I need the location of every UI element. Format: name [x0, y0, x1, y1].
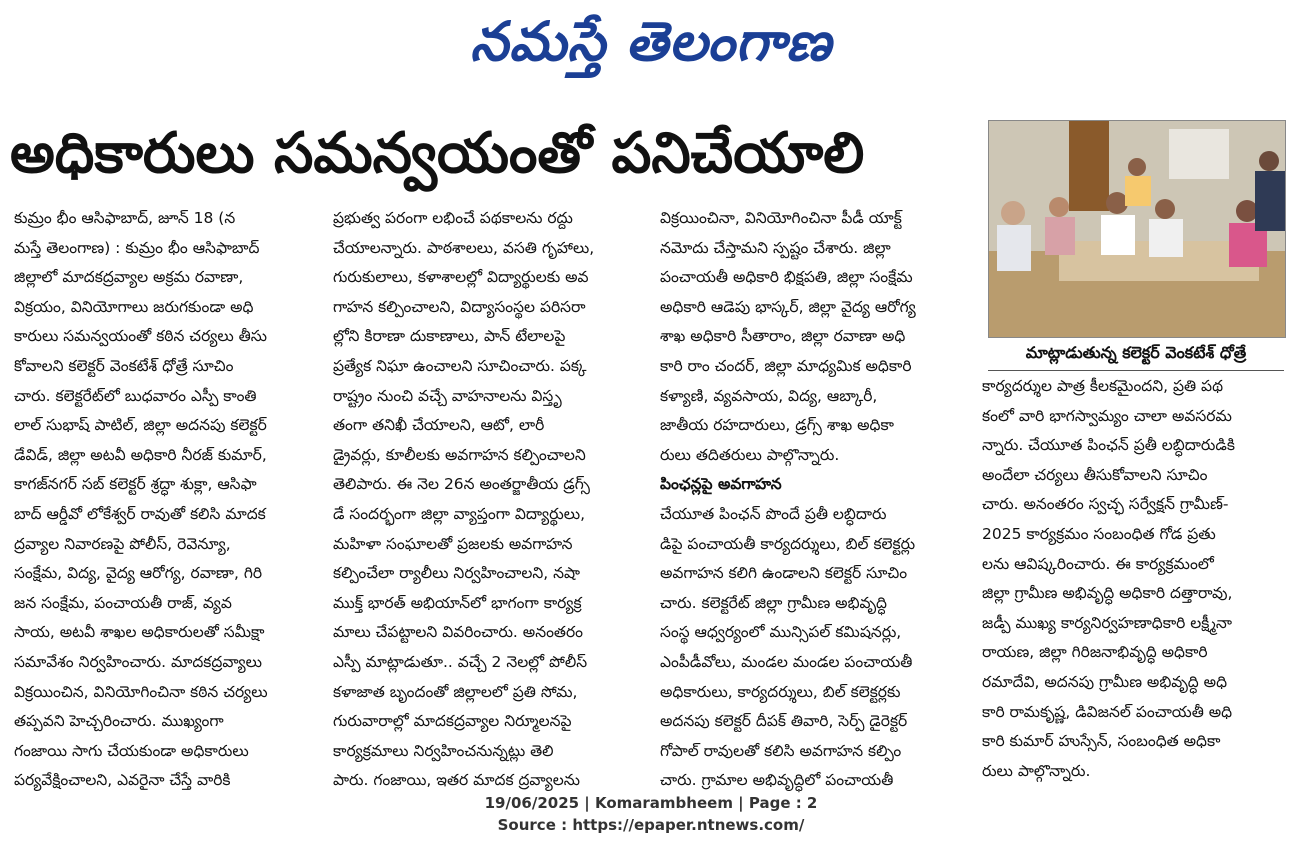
text-line: సమావేశం నిర్వహించారు. మాదకద్రవ్యాలు [14, 652, 263, 671]
text-line: కార్యదర్శుల పాత్ర కీలకమైందని, ప్రతి పథ [982, 377, 1224, 395]
text-line: కాగజ్‌నగర్ సబ్ కలెక్టర్ శ్రద్ధా శుక్లా, ఆసిఫా [14, 475, 257, 494]
headline: అధికారులు సమన్వయంతో పనిచేయాలి [10, 121, 865, 186]
text-line: ప్రభుత్వ పరంగా లభించే పథకాలను రద్దు [333, 209, 573, 227]
text-line: బాద్ ఆర్డీవో లోకేశ్వర్ రావుతో కలిసి మాదక [14, 504, 266, 523]
article-column-1 [14, 204, 314, 790]
text-line: గురుకులాలు, కళాశాలల్లో విద్యార్థులకు అవ [333, 268, 589, 287]
text-line: రాయణ, జిల్లా గిరిజనాభివృద్ధి అధికారి [982, 643, 1208, 662]
text-line: డిపై పంచాయతీ కార్యదర్శులు, బిల్ కలెక్టర్లు [660, 534, 916, 553]
text-line: సాయ, అటవీ శాఖల అధికారులతో సమీక్షా [14, 623, 265, 642]
text-line: శాఖ అధికారి సీతారాం, జిల్లా రవాణా అధి [660, 327, 906, 346]
text-line: కారులు సమన్వయంతో కఠిన చర్యలు తీసు [14, 327, 268, 346]
text-line: రాష్ట్రం నుంచి వచ్చే వాహనాలను విస్తృ [333, 386, 562, 405]
masthead-logo: నమస్తే తెలంగాణ [470, 9, 832, 73]
text-line: కుమ్రం భీం ఆసిఫాబాద్, జూన్ 18 (న [14, 209, 236, 227]
text-line: లను ఆవిష్కరించారు. ఈ కార్యక్రమంలో [982, 554, 1214, 573]
text-line: డ్రైవర్లు, కూలీలకు అవగాహన కల్పించాలని [333, 445, 586, 464]
text-line: కారి రామకృష్ణ, డివిజనల్ పంచాయతీ అధి [982, 702, 1233, 721]
meeting-photo-illustration [989, 121, 1285, 337]
text-line: విక్రయించిన, వినియోగించినా కఠిన చర్యలు [14, 682, 268, 701]
text-line: జిల్లాలో మాదకద్రవ్యాల అక్రమ రవాణా, [14, 268, 244, 287]
text-line: ఎంపీడీవోలు, మండల మండల పంచాయతీ [660, 652, 913, 671]
text-line: రమాదేవి, అదనపు గ్రామీణ అభివృద్ధి అధి [982, 672, 1228, 691]
text-line: ద్రవ్యాల నివారణపై పోలీస్, రెవెన్యూ, [14, 534, 231, 553]
text-line: న్నారు. చేయూత పింఛన్ ప్రతీ లబ్ధిదారుడికి [982, 436, 1235, 455]
text-line: గంజాయి సాగు చేయకుండా అధికారులు [14, 741, 249, 760]
text-line: పంచాయతీ అధికారి భిక్షపతి, జిల్లా సంక్షేమ [660, 268, 913, 287]
text-line: చారు. గ్రామాల అభివృద్ధిలో పంచాయతీ [660, 771, 894, 790]
text-line: డేవిడ్, జిల్లా అటవీ అధికారి నీరజ్ కుమార్, [14, 445, 267, 464]
text-line: పర్యవేక్షించాలని, ఎవరైనా చేస్తే వారికి [14, 771, 231, 790]
text-line: జన సంక్షేమ, పంచాయతీ రాజ్, వ్యవ [14, 593, 232, 612]
text-line: చేయూత పింఛన్ పొందే ప్రతీ లబ్ధిదారు [660, 504, 887, 523]
text-line: విక్రయం, వినియోగాలు జరుగకుండా అధి [14, 297, 254, 316]
footer-date-page: 19/06/2025 | Komarambheem | Page : 2 [484, 794, 818, 812]
text-line: తప్పవని హెచ్చరించారు. ముఖ్యంగా [14, 712, 224, 731]
text-line: కంలో వారి భాగస్వామ్యం చాలా అవసరమ [982, 406, 1232, 425]
text-line: విక్రయించినా, వినియోగించినా పీడీ యాక్ట్ [660, 209, 902, 227]
text-line: కారి రాం చందర్, జిల్లా మాధ్యమిక అధికారి [660, 356, 912, 375]
text-line: మాలు చేపట్టాలని వివరించారు. అనంతరం [333, 623, 584, 642]
text-line: మస్తే తెలంగాణ) : కుమ్రం భీం ఆసిఫాబాద్ [14, 238, 260, 257]
text-line: పారు. గంజాయి, ఇతర మాదక ద్రవ్యాలను [333, 771, 580, 790]
text-line: చారు. కలెక్టరేట్‌లో బుధవారం ఎస్పీ కాంతి [14, 386, 257, 405]
text-line: ల్లోని కిరాణా దుకాణాలు, పాన్ టేలాలపై [333, 327, 566, 346]
text-line: తంగా తనిఖీ చేయాలని, ఆటో, లారీ [333, 416, 545, 435]
text-line: రులు పాల్గొన్నారు. [982, 761, 1091, 780]
text-line: జాతీయ రహదారులు, డ్రగ్స్ శాఖ అధికా [660, 416, 894, 435]
text-line: అధికారి ఆడెపు భాస్కర్, జిల్లా వైద్య ఆరోగ్య [660, 297, 916, 316]
text-line: సంస్థ ఆధ్వర్యంలో మున్సిపల్ కమిషనర్లు, [660, 623, 902, 642]
text-line: గురువారాల్లో మాదకద్రవ్యాల నిర్మూలనపై [333, 712, 572, 731]
article-column-2 [333, 204, 641, 790]
footer-source: Source : https://epaper.ntnews.com/ [497, 816, 805, 834]
text-line: సంక్షేమ, విద్య, వైద్య ఆరోగ్య, రవాణా, గిరి [14, 564, 263, 583]
text-line: నమోదు చేస్తామని స్పష్టం చేశారు. జిల్లా [660, 238, 891, 257]
text-line: కళాజాత బృందంతో జిల్లాలలో ప్రతి సోమ, [333, 682, 578, 701]
photo-caption: మాట్లాడుతున్న కలెక్టర్ వెంకటేశ్ ధోత్రే [988, 336, 1284, 371]
text-line: చేయాలన్నారు. పాఠశాలలు, వసతి గృహాలు, [333, 238, 595, 257]
text-line: లాల్ సుభాష్ పాటిల్, జిల్లా అదనపు కలెక్టర్ [14, 416, 267, 435]
text-line: 2025 కార్యక్రమం సంబంధిత గోడ ప్రతు [982, 524, 1216, 543]
text-line: ముక్త్ భారత్ అభియాన్‌లో భాగంగా కార్యక్ర [333, 593, 582, 612]
article-column-4 [982, 372, 1288, 780]
text-line: కల్పించేలా ర్యాలీలు నిర్వహించాలని, నషా [333, 564, 580, 583]
text-line: ప్రత్యేక నిఘా ఉంచాలని సూచించారు. పక్క [333, 356, 587, 375]
text-line: కళ్యాణి, వ్యవసాయ, విద్య, ఆబ్కారీ, [660, 386, 878, 405]
text-line: అందేలా చర్యలు తీసుకోవాలని సూచిం [982, 465, 1208, 484]
text-line: గాహన కల్పించాలని, విద్యాసంస్థల పరిసరా [333, 297, 586, 316]
text-line: కారి కుమార్ హుస్సేన్, సంబంధిత అధికా [982, 732, 1221, 751]
text-line: మహిళా సంఘాలతో ప్రజలకు అవగాహన [333, 534, 573, 553]
text-line: జిల్లా గ్రామీణ అభివృద్ధి అధికారి దత్తారావు, [982, 584, 1233, 603]
text-line: అధికారులు, కార్యదర్శులు, బిల్ కలెక్టర్లకు [660, 682, 901, 701]
text-line: కార్యక్రమాలు నిర్వహించనున్నట్లు తెలి [333, 741, 554, 760]
text-line: ఎస్పీ మాట్లాడుతూ.. వచ్చే 2 నెలల్లో పోలీస్ [333, 652, 588, 671]
text-line: జడ్పీ ముఖ్య కార్యనిర్వహణాధికారి లక్ష్మీనా [982, 613, 1232, 632]
news-photo [988, 120, 1286, 338]
text-line: అవగాహన కలిగి ఉండాలని కలెక్టర్ సూచిం [660, 564, 908, 583]
text-line: రులు తదితరులు పాల్గొన్నారు. [660, 445, 840, 464]
text-line: అదనపు కలెక్టర్ దీపక్ తివారి, సెర్ప్ డైరెక్టర్ [660, 712, 908, 731]
text-line: కోవాలని కలెక్టర్ వెంకటేశ్ ధోత్రే సూచిం [14, 356, 234, 375]
text-line: తెలిపారు. ఈ నెల 26న అంతర్జాతీయ డ్రగ్స్ [333, 475, 590, 494]
text-line: డే సందర్భంగా జిల్లా వ్యాప్తంగా విద్యార్థులు, [333, 504, 585, 523]
article-column-3 [660, 204, 965, 790]
column-3-subhead: పింఛన్లపై అవగాహన [660, 475, 782, 494]
text-line: చారు. కలెక్టరేట్ జిల్లా గ్రామీణ అభివృద్ధి [660, 593, 887, 612]
text-line: చారు. అనంతరం స్వచ్ఛ సర్వేక్షన్ గ్రామీణ్- [982, 495, 1229, 514]
text-line: గోపాల్ రావులతో కలిసి అవగాహన కల్పిం [660, 741, 902, 760]
